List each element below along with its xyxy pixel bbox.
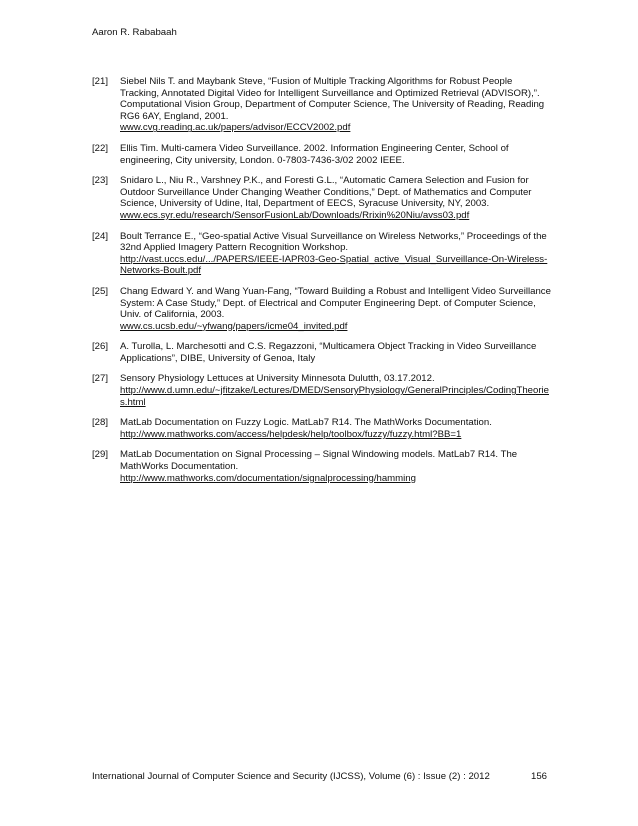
reference-link[interactable]: http://www.d.umn.edu/~jfitzake/Lectures/DMED/SensoryPhysiology/GeneralPrinciples/CodingTheories.html [120,385,549,408]
reference-text: MatLab Documentation on Fuzzy Logic. MatLab7 R14. The MathWorks Documentation. [120,417,492,429]
reference-link[interactable]: www.cs.ucsb.edu/~yfwang/papers/icme04_invited.pdf [120,320,348,332]
reference-text: MatLab Documentation on Signal Processing – Signal Windowing models. MatLab7 R14. The MathWorks Documentation. [120,449,518,473]
reference-number: [24] [92,230,109,242]
reference-item [92,341,552,364]
reference-number: [21] [92,76,109,87]
reference-item [92,373,552,408]
reference-item [92,449,552,484]
reference-link[interactable]: www.cvg.reading.ac.uk/papers/advisor/ECCV2002.pdf [120,122,351,134]
page-number: 156 [530,771,547,782]
reference-number: [22] [92,142,109,154]
running-head-author: Aaron R. Rababaah [92,27,177,38]
reference-number: [29] [92,449,109,461]
reference-item [92,231,552,277]
reference-number: [25] [92,285,109,297]
reference-item [92,76,552,134]
reference-link[interactable]: http://www.mathworks.com/documentation/signalprocessing/hamming [120,472,416,484]
reference-text: Chang Edward Y. and Wang Yuan-Fang, “Toward Building a Robust and Intelligent Video Surveillance System: A Case Study,” Dept. of Electrical and Computer Engineering Dept. of Computer Science, Univ. of California, 2003. [120,285,551,321]
reference-text: Boult Terrance E., “Geo-spatial Active Visual Surveillance on Wireless Networks,” Proceedings of the 32nd Applied Imagery Pattern Recognition Workshop. [120,230,547,254]
footer-journal-citation: International Journal of Computer Science and Security (IJCSS), Volume (6) : Issue (2) : 2012 [92,771,490,782]
reference-item [92,143,552,166]
reference-number: [27] [92,373,109,385]
reference-number: [23] [92,175,109,187]
reference-text: Ellis Tim. Multi-camera Video Surveillance. 2002. Information Engineering Center, School of engineering, City university, London. 0-7803-7436-3/02 2002 IEEE. [120,142,509,166]
reference-link[interactable]: www.ecs.syr.edu/research/SensorFusionLab/Downloads/Rrixin%20Niu/avss03.pdf [120,209,470,221]
reference-item [92,417,552,440]
reference-list [92,76,552,493]
reference-item [92,286,552,332]
reference-text: Snidaro L., Niu R., Varshney P.K., and Foresti G.L., “Automatic Camera Selection and Fusion for Outdoor Surveillance Under Changing Weather Conditions,” Dept. of Mathematics and Computer Science, University of Udine, Ital, Department of EECS, Syracuse University, NY, 2003. [120,175,532,210]
reference-link[interactable]: http://www.mathworks.com/access/helpdesk/help/toolbox/fuzzy/fuzzy.html?BB=1 [120,428,462,440]
reference-text: Sensory Physiology Lettuces at University Minnesota Dulutth, 03.17.2012. [120,373,435,385]
reference-number: [26] [92,341,109,353]
reference-link[interactable]: http://vast.uccs.edu/.../PAPERS/IEEE-IAPR03-Geo-Spatial_active_Visual_Surveillance-On-Wireless-Networks-Boult.pdf [120,253,548,277]
reference-item [92,175,552,221]
reference-number: [28] [92,417,109,429]
reference-text: A. Turolla, L. Marchesotti and C.S. Regazzoni, “Multicamera Object Tracking in Video Surveillance Applications”, DIBE, University of Genoa, Italy [120,341,537,364]
reference-text: Siebel Nils T. and Maybank Steve, “Fusion of Multiple Tracking Algorithms for Robust People Tracking, Annotated Digital Video for Intelligent Surveillance and Optimized Retrieval (ADVISOR),”. Computational Vision Group, Department of Computer Science, The University of Reading, Reading RG6 6AY, England, 2001. [120,76,545,122]
